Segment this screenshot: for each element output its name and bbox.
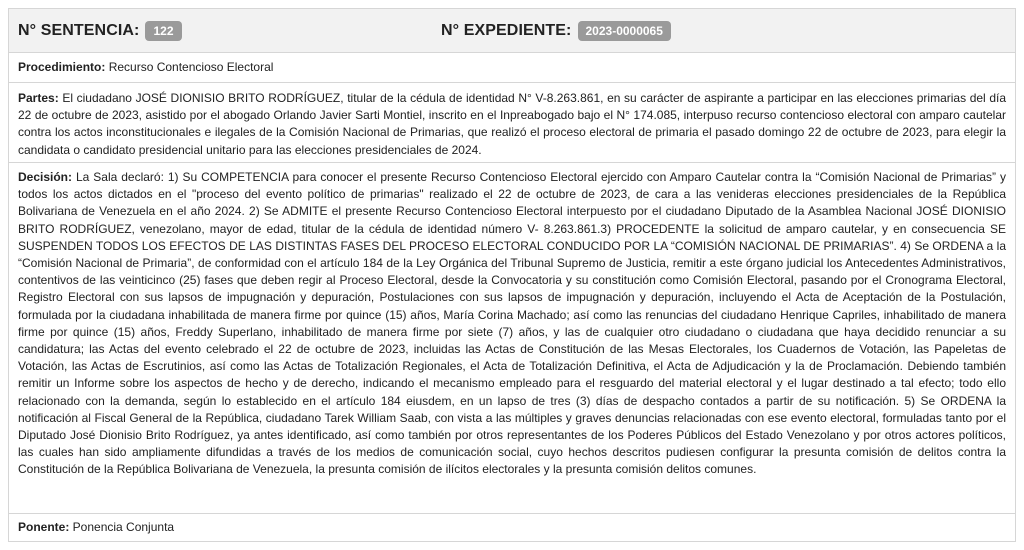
procedimiento-label: Procedimiento:: [18, 60, 109, 74]
sentencia-label: N° SENTENCIA:: [18, 21, 140, 39]
procedimiento-text: Recurso Contencioso Electoral: [108, 60, 274, 74]
decision-text: La Sala declaró: 1) Su COMPETENCIA para conocer el presente Recurso Contencioso Electoral ejercido con Amparo Cautelar contra la “Comisión Nacional de Primarias” y todos los actos dictados en el "proceso del evento político de primarias" realizado el 22 de octubre de 2023, de cara a las venideras elecciones presidenciales de la República Bolivariana de Venezuela en el año 2024. 2) Se ADMITE el presente Recurso Contencioso Electoral interpuesto por el ciudadano Diputado de la Asamblea Nacional JOSÉ DIONISIO BRITO RODRÍGUEZ, venezolano, mayor de edad, titular de la cédula de identidad número V- 8.263.861.3) PROCEDENTE la solicitud de amparo cautelar, y en consecuencia SE SUSPENDEN TODOS LOS EFECTOS DE LAS DISTINTAS FASES DEL PROCESO ELECTORAL CONDUCIDO POR LA “COMISIÓN NACIONAL DE PRIMARIAS”. 4) Se ORDENA a la “Comisión Nacional de Primaria”, de conformidad con el artículo 184 de la Ley Orgánica del Tribunal Supremo de Justicia, remitir a este órgano judicial los Antecedentes Administrativos, contentivos de las veinticinco (25) fases que deben regir al Proceso Electoral, desde la Convocatoria y su constitución como Comisión Electoral, pasando por el Cronograma Electoral, Registro Electoral con sus lapsos de impugnación y depuración, Postulaciones con sus lapsos de impugnación y depuración, incluyendo el Acta de Aceptación de la Postulación, formulada por la ciudadana inhabilitada de manera firme por quince (15) años, María Corina Machado; así como las renuncias del ciudadano Henrique Capriles, inhabilitado de manera firme por quince (15) años, Freddy Superlano, inhabilitado de manera firme por siete (7) años, y las de cualquier otro ciudadano o ciudadana que haya decidido renunciar a su candidatura; las Actas del evento celebrado el 22 de octubre de 2023, incluidas las Actas de Constitución de las Mesas Electorales, los Cuadernos de Votación, las Papeletas de Votación, las Actas de Escrutinios, así como las Actas de Totalización Regionales, el Acta de Totalización Definitiva, el Acta de Adjudicación y la de Proclamación. Debiendo también remitir un Informe sobre los aspectos de hecho y de derecho, indicando el mecanismo empleado para el resguardo del material electoral y el lugar destinado a tal efecto; todo ello relacionado con la demanda, según lo establecido en el artículo 184 eiusdem, en un lapso de tres (3) días de despacho contados a partir de su notificación. 5) Se ORDENA la notificación al Fiscal General de la República, ciudadano Tarek William Saab, con vista a las múltiples y graves denuncias relacionadas con ese evento electoral, formuladas tanto por el Diputado José Dionisio Brito Rodríguez, ya antes identificado, así como también por otros representantes de los Poderes Públicos del Estado Venezolano y por otros actores políticos, las cuales han sido ampliamente difundidas a través de los medios de comunicación social, cuyo hechos descritos pudiesen configurar la presunta comisión de delitos contra la Constitución de la República Bolivariana de Venezuela, la presunta comisión de ilícitos electorales y la presunta comisión delitos comunes.: [18, 170, 1006, 477]
card-header: [9, 9, 1015, 53]
procedimiento-row: [9, 53, 1015, 83]
partes-row: [9, 83, 1015, 163]
expediente-badge: 2023-0000065: [578, 21, 671, 41]
ponente-text: Ponencia Conjunta: [72, 520, 175, 534]
decision-label: Decisión:: [18, 170, 76, 184]
expediente-number: [431, 9, 671, 52]
sentencia-badge: 122: [145, 21, 181, 41]
ponente-row: [9, 514, 1015, 541]
ponente-label: Ponente:: [18, 520, 73, 534]
partes-text: El ciudadano JOSÉ DIONISIO BRITO RODRÍGUEZ, titular de la cédula de identidad N° V-8.263.861, en su carácter de aspirante a participar en las elecciones primarias del día 22 de octubre de 2023, asistido por el abogado Orlando Javier Sarti Montiel, inscrito en el Inpreabogado bajo el N° 174.085, interpuso recurso contencioso electoral con amparo cautelar contra los actos inconstitucionales e ilegales de la Comisión Nacional de Primarias, que realizó el proceso electoral de primaria el pasado domingo 22 de octubre de 2023, para elegir la candidata o candidato presidencial unitario para las elecciones presidenciales de 2024.: [18, 91, 1006, 157]
sentencia-card: [8, 8, 1016, 542]
sentencia-number: [9, 9, 431, 52]
expediente-label: N° EXPEDIENTE:: [441, 21, 572, 39]
decision-row: [9, 163, 1015, 514]
partes-label: Partes:: [18, 91, 63, 105]
